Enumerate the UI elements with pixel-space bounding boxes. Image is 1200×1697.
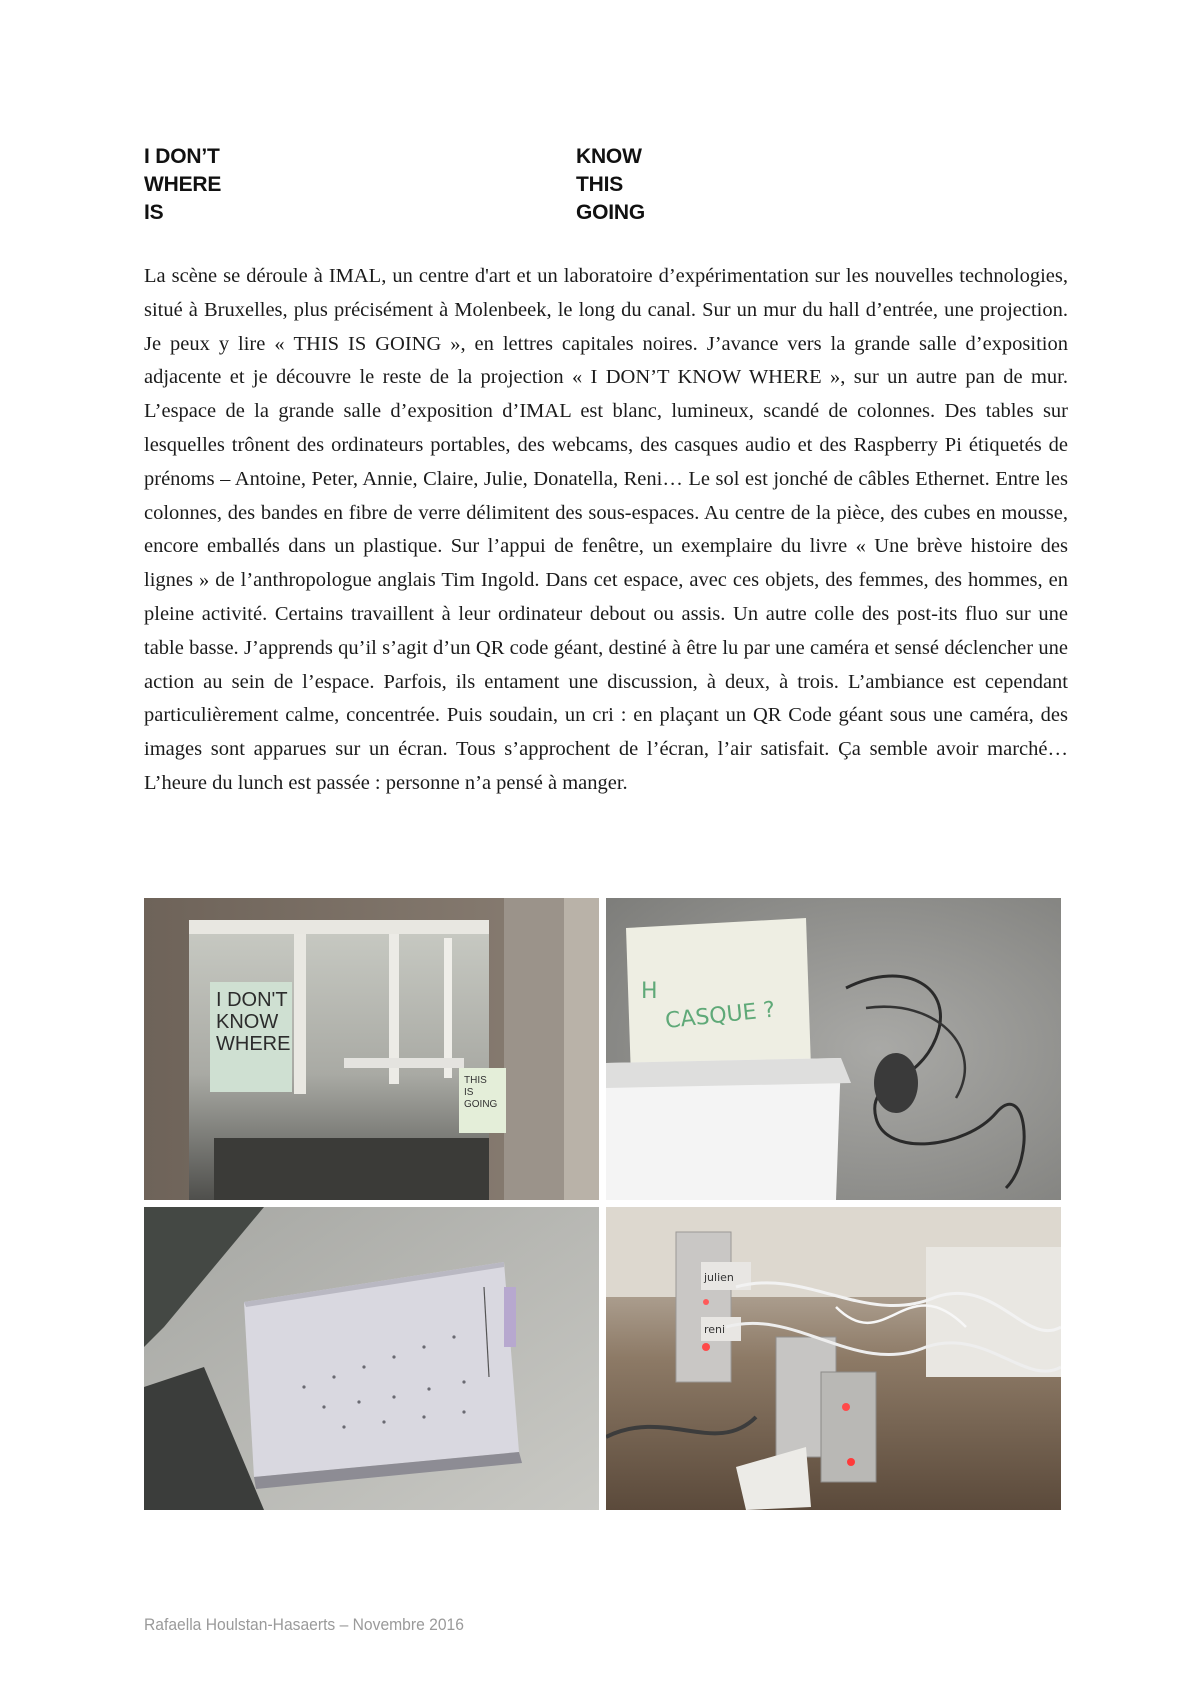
photo-raspberry-pi-stacks [606, 1207, 1061, 1510]
projection-text-line: KNOW [216, 1011, 279, 1033]
projection-small-text-line: IS [464, 1087, 474, 1098]
footer-author-date: Rafaella Houlstan-Hasaerts – Novembre 2016 [144, 1615, 464, 1634]
title-block [144, 143, 1056, 233]
photo-exhibition-projection-image [144, 898, 599, 1200]
body-paragraph: La scène se déroule à IMAL, un centre d'art et un laboratoire d’expérimentation sur les nouvelles technologies, situé à Bruxelles, plus précisément à Molenbeek, le long du canal. Sur un mur du hall d’entrée, une projection. Je peux y lire « THIS IS GOING », en lettres capitales noires. J’avance vers la grande salle d’exposition adjacente et je découvre le reste de la projection « I DON’T KNOW WHERE », sur un autre pan de mur. L’espace de la grande salle d’exposition d’IMAL est blanc, lumineux, scandé de colonnes. Des tables sur lesquelles trônent des ordinateurs portables, des webcams, des casques audio et des Raspberry Pi étiquetés de prénoms – Antoine, Peter, Annie, Claire, Julie, Donatella, Reni… Le sol est jonché de câbles Ethernet. Entre les colonnes, des bandes en fibre de verre délimitent des sous-espaces. Au centre de la pièce, des cubes en mousse, encore emballés dans un plastique. Sur l’appui de fenêtre, un exemplaire du livre « Une brève histoire des lignes » de l’anthropologue anglais Tim Ingold. Dans cet espace, avec ces objets, des femmes, des hommes, en pleine activité. Certains travaillent à leur ordinateur debout ou assis. Un autre colle des post-its fluo sur une table basse. J’apprends qu’il s’agit d’un QR code géant, destiné à être lu par une caméra et sensé déclencher une action au sein de l’espace. Parfois, ils entament une discussion, à deux, à trois. L’ambiance est cependant particulièrement calme, concentrée. Puis soudain, un cri : en plaçant un QR Code géant sous une caméra, des images sont apparues sur un écran. Tous s’approchent de l’écran, l’air satisfait. Ça semble avoir marché… L’heure du lunch est passée : personne n’a pensé à manger. [144, 265, 1068, 794]
title-right-column [576, 143, 645, 227]
title-line: IS [144, 201, 164, 224]
photo-book-windowsill-image [144, 1207, 599, 1510]
pi-label: julien [704, 1271, 734, 1284]
projection-text-line: I DON'T [216, 989, 288, 1011]
photo-exhibition-projection [144, 898, 599, 1200]
title-line: KNOW [576, 145, 642, 168]
photo-book-windowsill [144, 1207, 599, 1510]
title-line: I DON’T [144, 145, 220, 168]
photo-headphones-note [606, 898, 1061, 1200]
title-line: WHERE [144, 173, 222, 196]
title-line: THIS [576, 173, 624, 196]
photo-headphones-note-image [606, 898, 1061, 1200]
projection-small-text-line: GOING [464, 1099, 498, 1110]
projection-text-line: WHERE [216, 1033, 291, 1055]
title-left-column [144, 143, 221, 227]
projection-small-text-line: THIS [464, 1075, 487, 1086]
title-line: GOING [576, 201, 646, 224]
pi-label: reni [704, 1323, 726, 1336]
note-word: CASQUE ? [664, 997, 777, 1034]
note-letter: H [641, 979, 658, 1004]
photo-raspberry-pi-stacks-image [606, 1207, 1061, 1510]
